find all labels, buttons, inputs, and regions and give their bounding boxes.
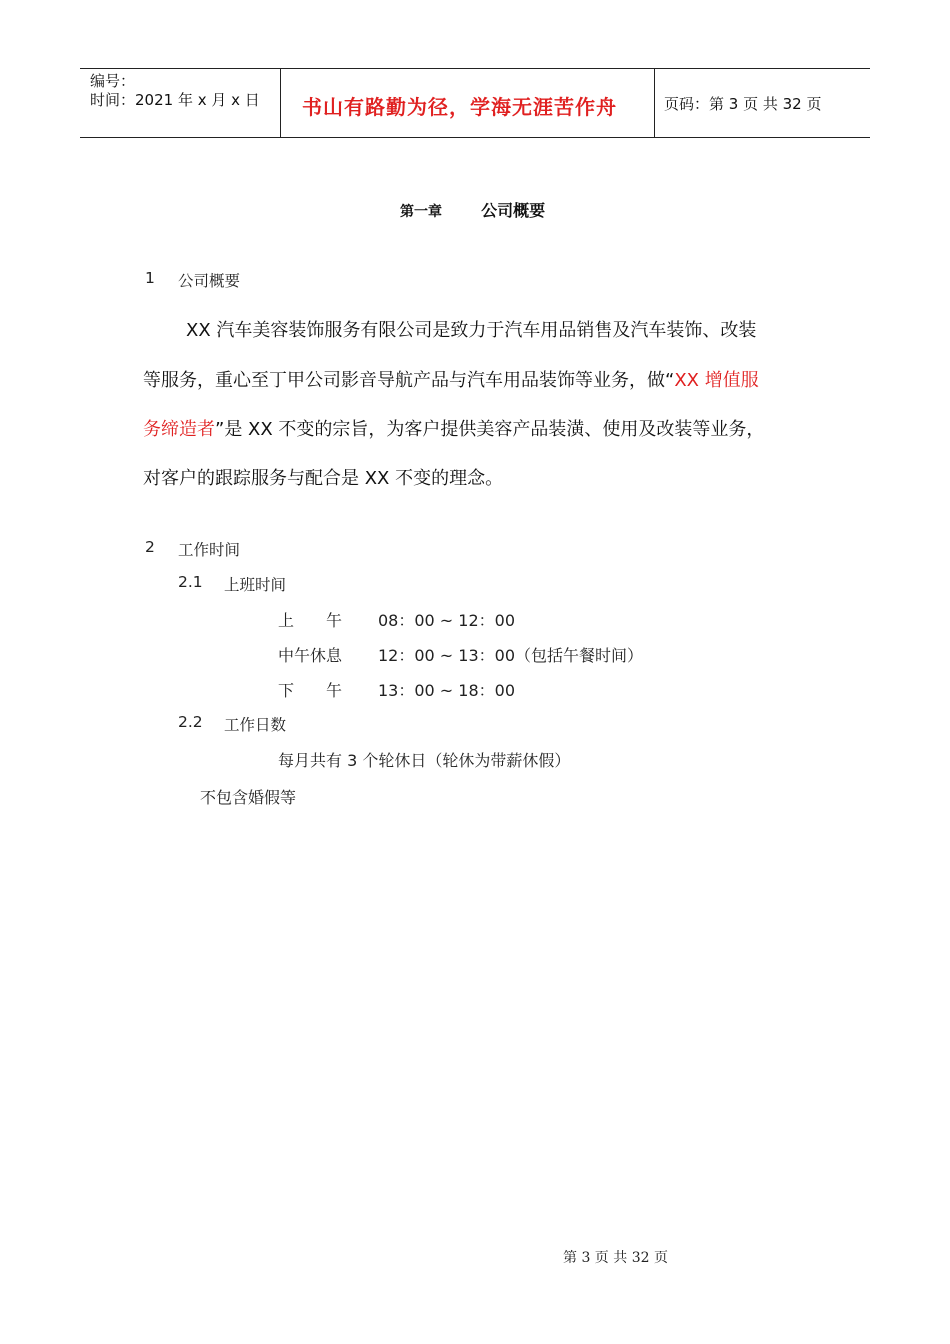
schedule-time-afternoon: 13：00 ~ 18：00 — [378, 681, 516, 700]
section-2-title: 工作时间 — [178, 541, 241, 559]
chapter-title: 公司概要 — [481, 201, 546, 220]
paragraph-text: ”是 XX 不变的宗旨，为客户提供美容产品装潢、使用及改装等业务， — [215, 419, 765, 440]
paragraph-line: 对客户的跟踪服务与配合是 XX 不变的理念。 — [143, 468, 504, 489]
section-1-number: 1 — [145, 269, 155, 287]
subsection-2-2-title: 工作日数 — [224, 716, 287, 734]
subsection-2-2-number: 2.2 — [178, 713, 203, 731]
header-divider — [654, 69, 655, 137]
schedule-label-afternoon: 下 午 — [278, 681, 343, 700]
chapter-heading — [400, 198, 545, 221]
doc-date-label: 时间：2021 年 x 月 x 日 — [90, 91, 260, 109]
chapter-label: 第一章 — [400, 204, 442, 220]
header-page-label: 页码：第 3 页 共 32 页 — [664, 95, 822, 113]
schedule-label-noon: 中午休息 — [278, 646, 343, 665]
slogan-highlight: XX 增值服 — [674, 370, 759, 391]
section-1-title: 公司概要 — [178, 272, 241, 290]
slogan-highlight: 务缔造者 — [143, 419, 215, 440]
paragraph-text: 等服务，重心至丁甲公司影音导航产品与汽车用品装饰等业务，做“ — [143, 370, 675, 391]
paragraph-line: XX 汽车美容装饰服务有限公司是致力于汽车用品销售及汽车装饰、改装 — [186, 320, 757, 341]
page-footer: 第 3 页 共 32 页 — [563, 1250, 668, 1266]
doc-number-label: 编号： — [90, 72, 136, 90]
paragraph-line — [143, 415, 764, 441]
header-divider — [280, 69, 281, 137]
paragraph-line — [143, 366, 759, 392]
header-motto: 书山有路勤为径，学海无涯苦作舟 — [302, 95, 617, 119]
schedule-time-noon: 12：00 ~ 13：00（包括午餐时间） — [378, 646, 644, 665]
section-2-number: 2 — [145, 538, 155, 556]
workdays-line: 每月共有 3 个轮休日（轮休为带薪休假） — [278, 751, 571, 770]
schedule-time-morning: 08：00 ~ 12：00 — [378, 611, 516, 630]
workdays-note: 不包含婚假等 — [200, 788, 297, 807]
subsection-2-1-number: 2.1 — [178, 573, 203, 591]
schedule-label-morning: 上 午 — [278, 611, 343, 630]
subsection-2-1-title: 上班时间 — [224, 576, 287, 594]
